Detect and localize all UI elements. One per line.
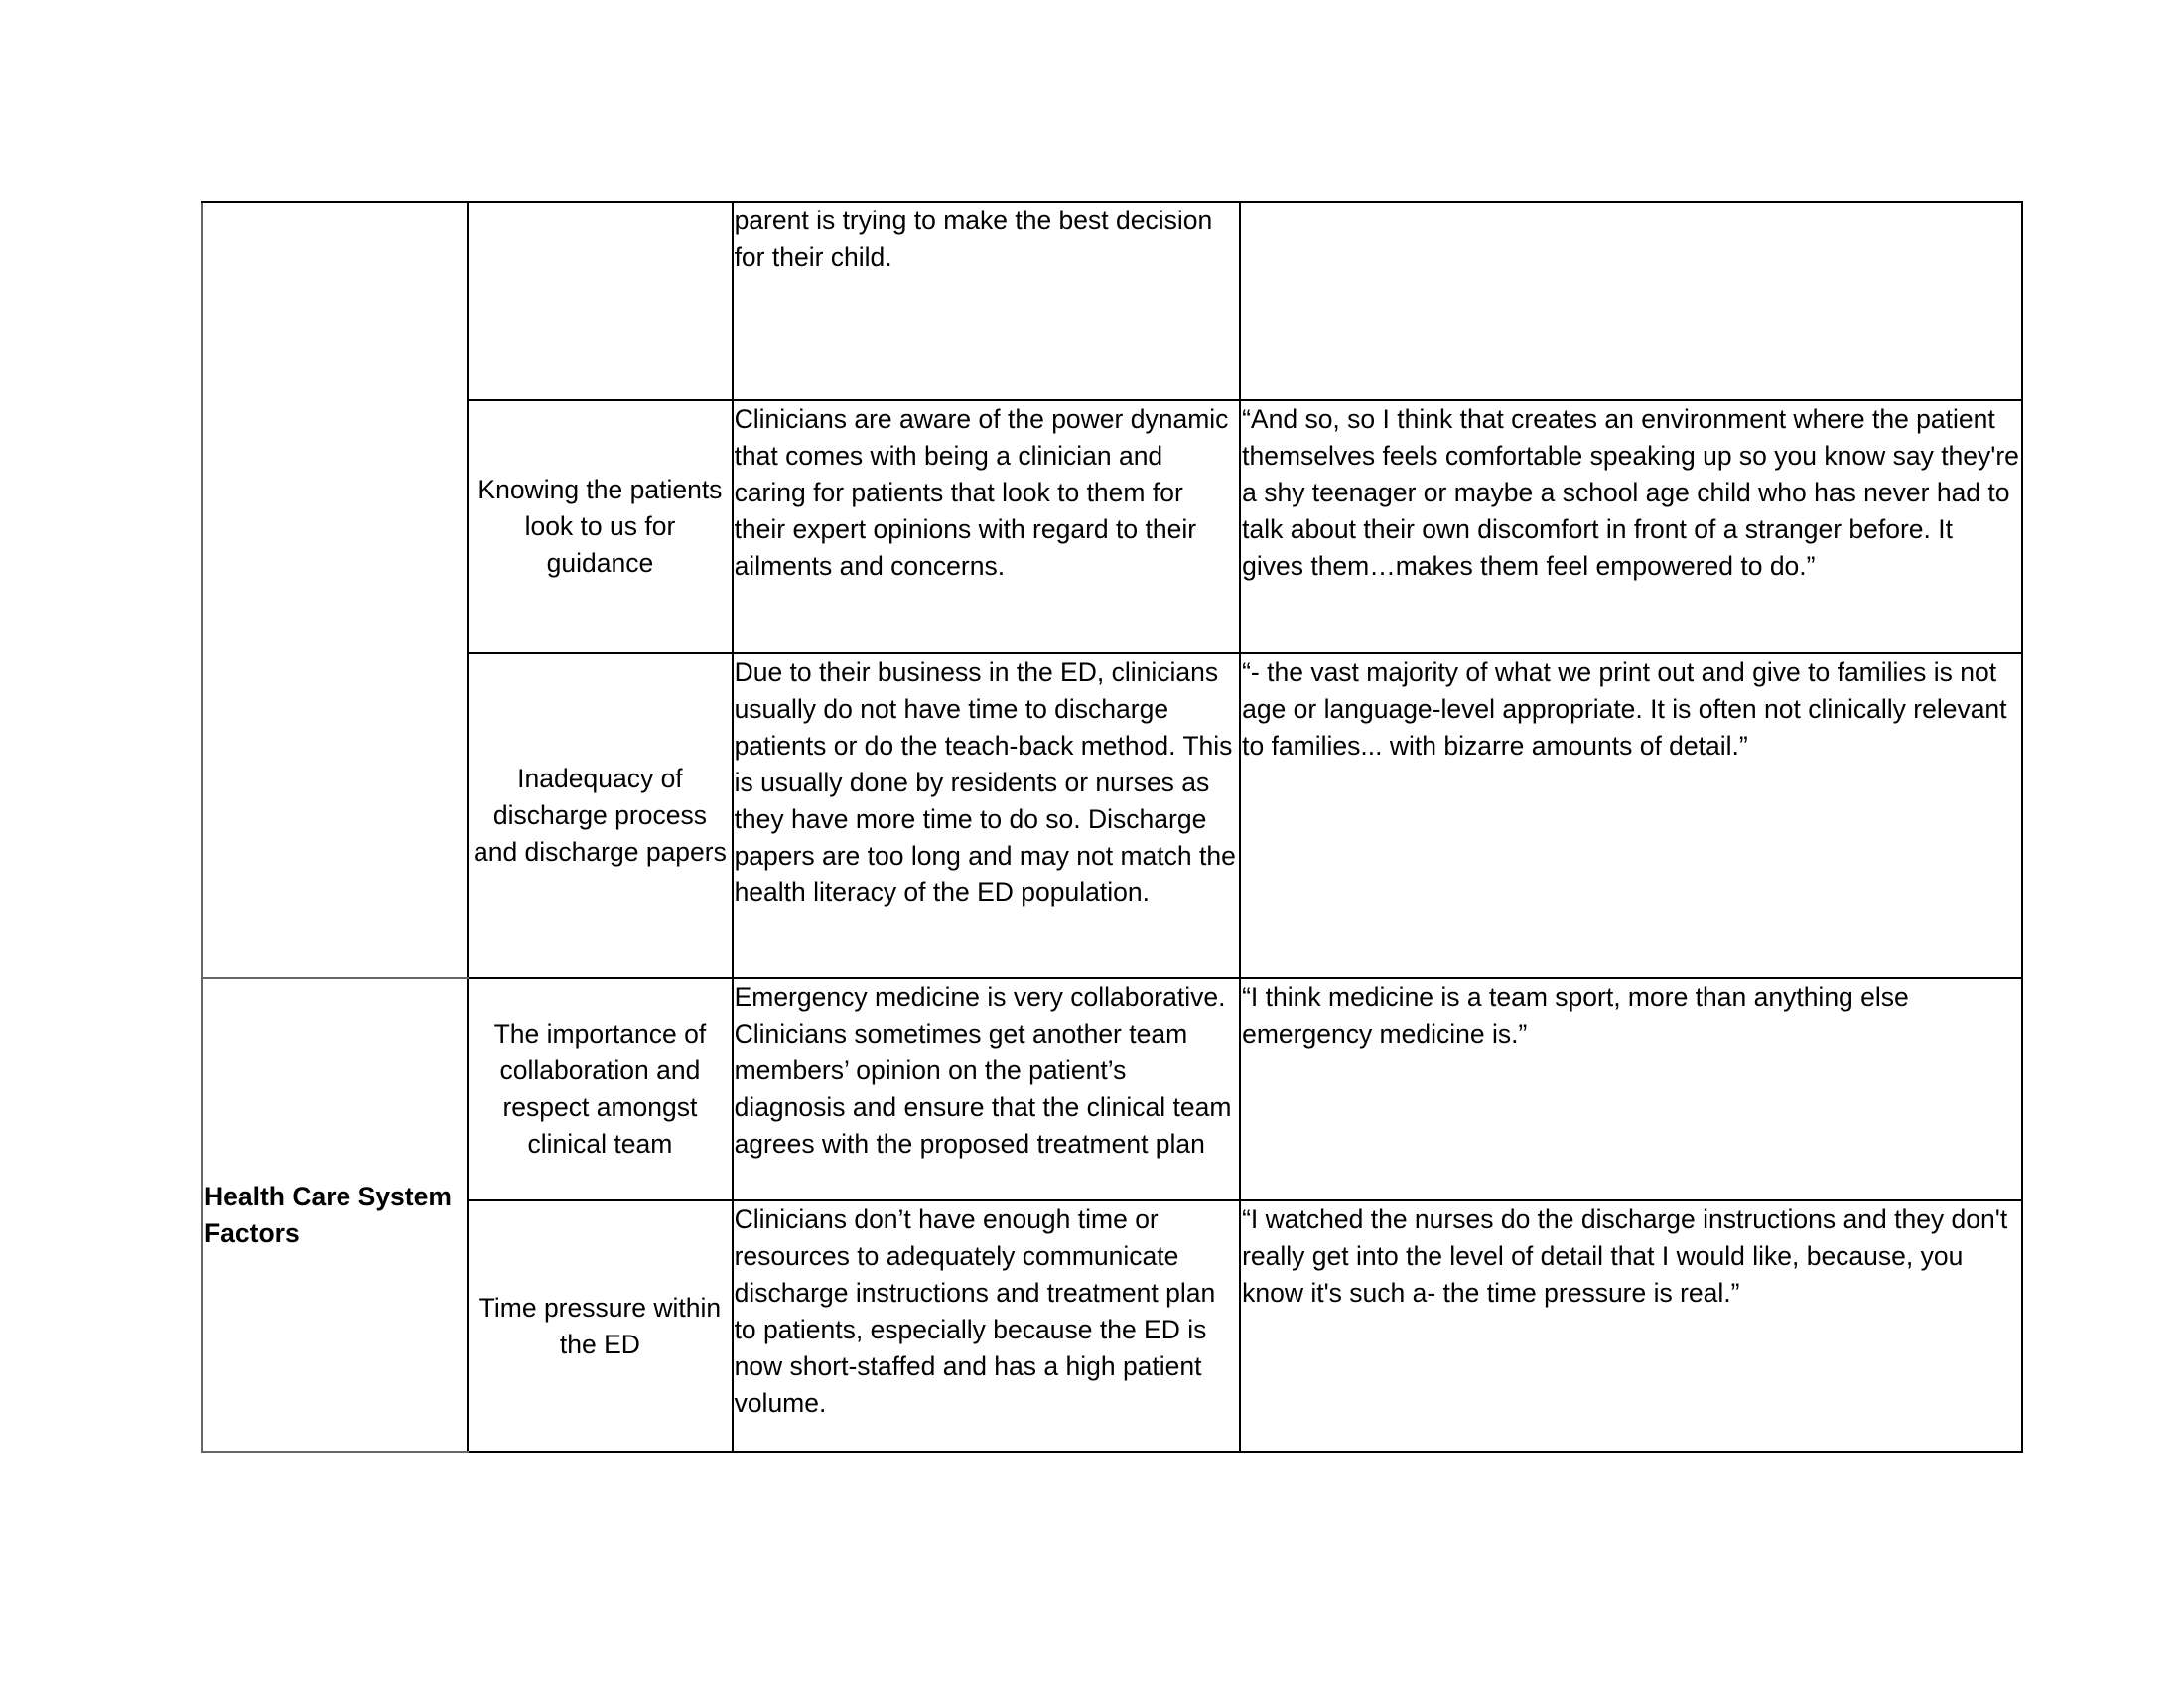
category-cell: Health Care System Factors xyxy=(202,978,468,1452)
subtheme-cell: Time pressure within the ED xyxy=(468,1200,732,1452)
description-cell: Clinicians don’t have enough time or resources to adequately communicate discharge instructions and treatment plan to patients, especially because the ED is now short-staffed and has a high patient volume. xyxy=(733,1200,1241,1452)
description-cell: Clinicians are aware of the power dynamic that comes with being a clinician and caring for patients that look to them for their expert opinions with regard to their ailments and concerns. xyxy=(733,400,1241,653)
description-cell: Due to their business in the ED, clinicians usually do not have time to discharge patients or do the teach-back method. This is usually done by residents or nurses as they have more time to do so. Discharge papers are too long and may not match the health literacy of the ED population. xyxy=(733,653,1241,978)
description-cell: parent is trying to make the best decision for their child. xyxy=(733,202,1241,400)
table-row xyxy=(202,400,2022,653)
subtheme-cell xyxy=(468,202,732,400)
table-row xyxy=(202,1200,2022,1452)
quote-cell: “- the vast majority of what we print out and give to families is not age or language-level appropriate. It is often not clinically relevant to families... with bizarre amounts of detail.” xyxy=(1240,653,2022,978)
themes-table xyxy=(201,201,2023,1453)
quote-cell: “And so, so I think that creates an environment where the patient themselves feels comfortable speaking up so you know say they're a shy teenager or maybe a school age child who has never had to talk about their own discomfort in front of a stranger before. It gives them…makes them feel empowered to do.” xyxy=(1240,400,2022,653)
description-cell: Emergency medicine is very collaborative. Clinicians sometimes get another team members’ opinion on the patient’s diagnosis and ensure that the clinical team agrees with the proposed treatment plan xyxy=(733,978,1241,1200)
quote-cell xyxy=(1240,202,2022,400)
subtheme-cell: The importance of collaboration and respect amongst clinical team xyxy=(468,978,732,1200)
category-cell-empty xyxy=(202,202,468,978)
table-row xyxy=(202,653,2022,978)
subtheme-cell: Knowing the patients look to us for guidance xyxy=(468,400,732,653)
quote-cell: “I think medicine is a team sport, more than anything else emergency medicine is.” xyxy=(1240,978,2022,1200)
quote-cell: “I watched the nurses do the discharge instructions and they don't really get into the level of detail that I would like, because, you know it's such a- the time pressure is real.” xyxy=(1240,1200,2022,1452)
subtheme-cell: Inadequacy of discharge process and discharge papers xyxy=(468,653,732,978)
table-row xyxy=(202,978,2022,1200)
table-row xyxy=(202,202,2022,400)
